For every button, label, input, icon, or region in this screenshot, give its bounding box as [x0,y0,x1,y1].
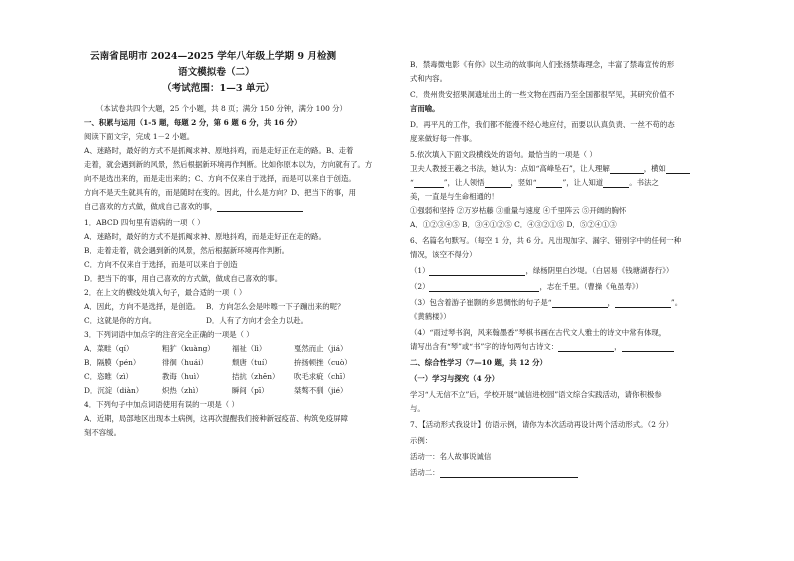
q5-passage-line3: 美，一直是与生命相通的！ [410,192,499,201]
q3-c-1: C．恣睢（zì） [84,372,133,381]
q6-text: （1） [410,266,430,275]
q3-a-4: 戛然而止（jiá） [294,344,348,353]
activity-two-label: 活动二： [410,468,440,477]
q3-d-4: 桀骜不驯（jié） [294,386,348,395]
q1-question: 1．ABCD 四句里有语病的一项（ ） [84,218,205,227]
q3-c-4: 吹毛求疵（chī） [294,372,350,381]
q6-question: 6、名篇名句默写。（每空 1 分，共 6 分。凡出现加字、漏字、错别字中的任何一种 [410,236,682,245]
q6-text: ， [614,342,622,351]
q6-text: 请写出含有“琴”或“书”字的诗句两句古诗文： [410,342,559,351]
q4-option-d: D．再平凡的工作，我们都不能漫不经心地应付，而要以认真负责、一丝不苟的态 [410,120,675,129]
q5-text: ”，让人领悟 [443,178,485,187]
q3-d-1: D．沉淀（diàn） [84,386,144,395]
q4-option-d-cont: 度来做好每一件事。 [410,134,477,143]
q6-item3 [410,298,682,308]
activity-intro-cont: 与。 [410,404,425,413]
q3-a-3: 福祉（lì） [232,344,267,353]
q6-item1 [410,266,673,276]
q6-question-cont: 情况，该空不得分） [410,250,477,259]
q3-c-2: 教诲（huì） [162,372,204,381]
passage-line-text: 自己喜欢的方式做，做成自己喜欢的事， [84,202,218,211]
q5-text: 。书法之 [629,178,659,187]
exam-title: 云南省昆明市 2024—2025 学年八年级上学期 9 月检测 [90,51,337,62]
q5-text: “ [410,178,414,187]
passage-line: A、迷路时，最好的方式不是抓阄求神、原地抖鸡，而是走好正在走的路。B、走着 [84,146,354,155]
q4-option-b: B．禁毒微电影《有你》以生动的故事向人们张扬禁毒理念，丰富了禁毒宣传的形 [410,60,675,69]
passage-line: 走着，就会遇到新的风景，然后根据新环境再作判断。比如你原本以为，方向就有了。方 [84,160,373,169]
q4-option-a-cont: 刻不容缓。 [84,428,121,437]
answer-blank[interactable] [558,343,614,352]
answer-blank[interactable] [414,179,444,188]
answer-blank[interactable] [615,299,671,308]
activity-one: 活动一：名人故事说诚信 [410,452,492,461]
q6-item2 [410,282,643,292]
answer-blank[interactable] [485,179,511,188]
q3-d-2: 炽热（zhì） [162,386,203,395]
answer-blank[interactable] [552,299,608,308]
answer-blank[interactable] [217,203,303,212]
q1-option-b: B．走着走着，就会遇到新的风景，然后根据新环境再作判断。 [84,246,289,255]
q5-text: 卫夫人教授王羲之书法，她认为：点如“高峰坠石”，让人理解 [410,164,610,173]
activity-intro: 学习“人无信不立”后，学校开展“诚信进校园”语文综合实践活动，请你积极参 [410,390,662,399]
q3-b-3: 颓唐（tuí） [232,358,272,367]
q6-text: ，绿杨阴里白沙堤。（白居易《钱塘湖春行》） [525,266,674,275]
q3-question: 3．下列词语中加点字的注音完全正确的一项是（ ） [84,330,254,339]
q4-option-a: A．近期，局部地区出现本土病例，这再次提醒我们接种新冠疫苗、构筑免疫屏障 [84,414,349,423]
q6-item3-source: 《黄鹤楼》） [410,312,451,321]
answer-blank[interactable] [610,165,644,174]
answer-blank[interactable] [429,283,539,292]
answer-blank[interactable] [536,179,562,188]
q3-b-2: 徘徊（huái） [162,358,208,367]
passage-line-with-blank [84,202,303,212]
q5-text: ，横如 [643,164,666,173]
q6-text: ，志在千里。（曹操《龟虽寿》） [539,282,643,291]
q4-option-c-cont: 言而喻。 [410,104,440,113]
q5-items: ①强弱和坚持 ②万岁枯藤 ③重量与速度 ④千里阵云 ⑤开阔的胸怀 [410,206,627,215]
q5-passage-line1 [410,164,690,174]
q7-question: 7、【活动形式我设计】仿语示例，请你为本次活动再设计两个活动形式。（2 分） [410,420,674,429]
q4-option-c: C．贵州贵安招果洞遗址出土的一些文物在西南乃至全国都很罕见，其研究价值不 [410,90,675,99]
passage-line: 方向不是天生就具有的，而是随时在变的。因此，什么是方向？D、把当下的事，用 [84,188,356,197]
passage-line: 向不是选出来的，而是走出来的；C、方向不仅来自于选择，而是可以来自于创造。 [84,174,356,183]
q5-question: 5.依次填入下面文段横线处的语句。最恰当的一项是（ ） [410,150,597,159]
exam-scope: （考试范围：1—3 单元） [162,83,275,94]
q2-option-a: A．因此，方向不是选择，是创造。 [84,302,201,311]
q3-a-1: A．菜畦（qí） [84,344,134,353]
q5-passage-line2 [410,178,659,188]
example-label: 示例： [410,436,433,445]
answer-blank[interactable] [440,469,578,478]
q5-text: ”，让人知道 [562,178,604,187]
exam-info: （本试卷共四个大题，25 个小题，共 8 页；满分 150 分钟，满分 100 分） [96,104,347,113]
q5-choices: A．①②③④⑤ B．③④①②⑤ C．④③②①⑤ D．⑤②④①③ [410,220,617,229]
q3-b-4: 拚扬顿挫（cuò） [294,358,352,367]
q2-question: 2．在上文的横线处填入句子，最合适的一项（ ） [84,288,247,297]
q4-question: 4．下列句子中加点词语使用有误的一项是（ ） [84,400,239,409]
exam-subtitle: 语文模拟卷（二） [178,67,255,78]
q6-item4-cont [410,342,674,352]
q1-option-d: D．把当下的事，用自己喜欢的方式做，做成自己喜欢的事。 [84,274,283,283]
answer-blank[interactable] [622,343,674,352]
q5-text: ，竖如“ [510,178,537,187]
q2-option-b: B．方向怎么会是咔嚓一下子蹦出来的呢？ [206,302,345,311]
answer-blank[interactable] [603,179,629,188]
q3-d-3: 瞬间（pī） [232,386,269,395]
sub1-heading: （一）学习与探究（4 分） [410,374,500,383]
q6-text: （3）包含着游子崔颢的乡思惆怅的句子是“ [410,298,552,307]
q6-text: ”。 [670,298,683,307]
q2-option-c: C．这就是你的方向。 [84,316,157,325]
q1-option-c: C．方向不仅来自于选择，而是可以来自于创造 [84,260,238,269]
answer-blank[interactable] [429,267,525,276]
q3-b-1: B．隔膜（pén） [84,358,141,367]
q3-c-3: 拮抗（zhēn） [232,372,280,381]
q6-item4: （4）“雨过琴书润，风来翰墨香”琴棋书画在古代文人雅士的诗文中常有体现， [410,328,667,337]
answer-blank[interactable] [666,165,690,174]
read-instruction: 阅读下面文字，完成 1－2 小题。 [84,132,195,141]
section2-heading: 二、综合性学习（7—10 题，共 12 分） [410,358,547,367]
q2-option-d: D．人有了方向才会全力以赴。 [206,316,309,325]
q1-option-a: A．迷路时，最好的方式不是抓阄求神、原地抖鸡，而是走好正在走的路。 [84,232,326,241]
q6-text: ， [607,298,615,307]
q3-a-2: 粗犷（kuàng） [162,344,215,353]
q4-option-b-cont: 式和内容。 [410,74,447,83]
activity-two [410,468,578,478]
q6-text: （2） [410,282,430,291]
section1-heading: 一、积累与运用（1-5 题，每题 2 分，第 6 题 6 分，共 16 分） [84,118,302,127]
